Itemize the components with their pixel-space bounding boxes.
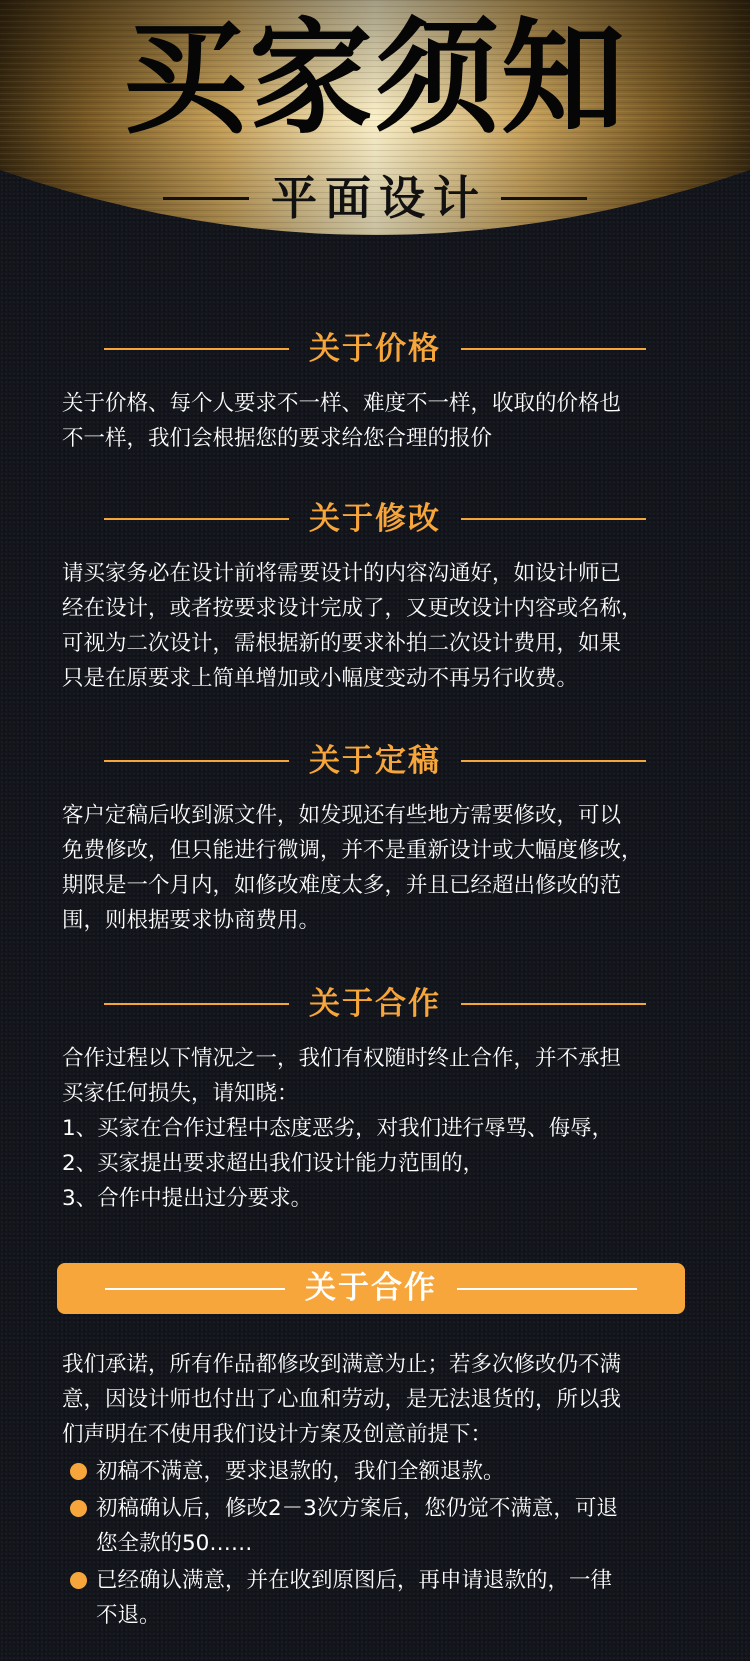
bullet-line: 不退。 [96,1603,161,1628]
page-subtitle: 平面设计 [271,171,487,225]
body-line: 2、买家提出要求超出我们设计能力范围的， [62,1151,485,1176]
bullet-dot-icon [70,1500,87,1517]
bullet-dot-icon [70,1463,87,1480]
section-body-cooperation [62,1041,702,1216]
refund-body [62,1347,702,1452]
body-line: 可视为二次设计，需根据新的要求补拍二次设计费用，如果 [62,631,622,656]
body-line: 意，因设计师也付出了心血和劳动，是无法退货的，所以我 [62,1387,622,1412]
list-item [70,1454,710,1489]
heading-divider-left [104,760,289,762]
section-heading-modification [0,497,750,541]
body-line: 期限是一个月内，如修改难度太多，并且已经超出修改的范 [62,873,622,898]
section-title: 关于修改 [309,501,441,537]
section-heading-price [0,327,750,371]
refund-title: 关于合作 [305,1270,437,1306]
section-heading-cooperation [0,982,750,1026]
header-banner [0,0,750,262]
section-title: 关于定稿 [309,743,441,779]
body-line: 不一样，我们会根据您的要求给您合理的报价 [62,426,493,451]
bullet-dot-icon [70,1572,87,1589]
subtitle-row [0,168,750,228]
body-line: 围，则根据要求协商费用。 [62,908,321,933]
heading-divider-left [104,518,289,520]
body-line: 买家任何损失，请知晓： [62,1081,299,1106]
section-title: 关于合作 [309,986,441,1022]
bullet-line: 初稿确认后，修改2－3次方案后，您仍觉不满意，可退 [96,1496,618,1521]
heading-divider-right [461,1003,646,1005]
heading-divider-right [461,518,646,520]
section-body-final-draft [62,798,702,938]
body-line: 我们承诺，所有作品都修改到满意为止；若多次修改仍不满 [62,1352,622,1377]
bullet-line: 初稿不满意，要求退款的，我们全额退款。 [96,1459,505,1484]
heading-divider-right [461,348,646,350]
body-line: 免费修改，但只能进行微调，并不是重新设计或大幅度修改， [62,838,643,863]
section-heading-final-draft [0,739,750,783]
section-title: 关于价格 [309,331,441,367]
bullet-line: 已经确认满意，并在收到原图后，再申请退款的，一律 [96,1568,613,1593]
body-line: 关于价格、每个人要求不一样、难度不一样，收取的价格也 [62,391,622,416]
body-line: 们声明在不使用我们设计方案及创意前提下： [62,1422,493,1447]
refund-heading-bar [57,1263,685,1314]
body-line: 合作过程以下情况之一，我们有权随时终止合作，并不承担 [62,1046,622,1071]
body-line: 只是在原要求上简单增加或小幅度变动不再另行收费。 [62,666,579,691]
body-line: 3、合作中提出过分要求。 [62,1186,313,1211]
bar-divider-left [105,1288,285,1290]
heading-divider-right [461,760,646,762]
refund-bullet-list [70,1454,710,1635]
list-item [70,1563,710,1633]
body-line: 1、买家在合作过程中态度恶劣，对我们进行辱骂、侮辱， [62,1116,614,1141]
heading-divider-left [104,348,289,350]
body-line: 客户定稿后收到源文件，如发现还有些地方需要修改，可以 [62,803,622,828]
page-title: 买家须知 [122,7,627,151]
body-line: 请买家务必在设计前将需要设计的内容沟通好，如设计师已 [62,561,622,586]
section-body-modification [62,556,702,696]
heading-divider-left [104,1003,289,1005]
section-body-price [62,386,702,456]
subtitle-divider-right [501,197,587,200]
body-line: 经在设计，或者按要求设计完成了，又更改设计内容或名称， [62,596,643,621]
list-item [70,1491,710,1561]
subtitle-divider-left [163,197,249,200]
bullet-line: 您全款的50…… [96,1531,253,1556]
bar-divider-right [457,1288,637,1290]
